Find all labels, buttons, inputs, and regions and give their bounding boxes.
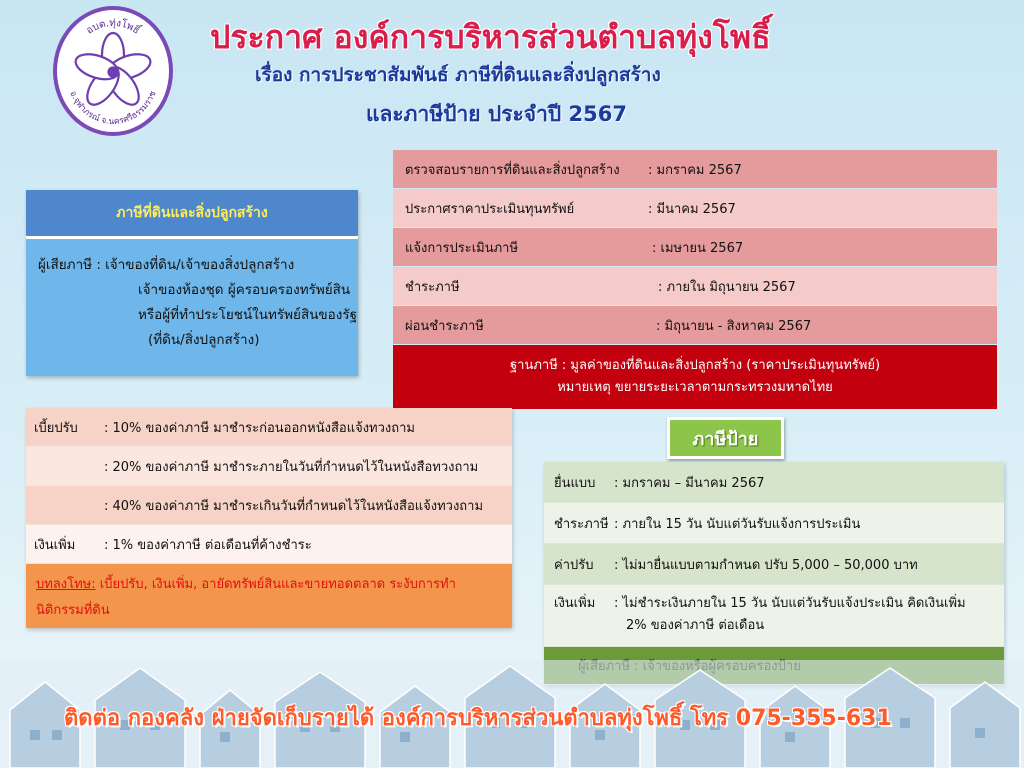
- schedule-label: ประกาศราคาประเมินทุนทรัพย์: [405, 201, 575, 217]
- sign-tax-surcharge-row: [544, 585, 1004, 647]
- land-tax-schedule: [393, 150, 997, 409]
- schedule-value: : เมษายน 2567: [652, 240, 744, 256]
- schedule-row: [393, 189, 997, 227]
- surcharge-row: [26, 525, 512, 564]
- punishment-note: [26, 564, 512, 628]
- fine-label: เบี้ยปรับ: [34, 420, 78, 436]
- sign-tax-row: [544, 544, 1004, 585]
- punishment-text: เบี้ยปรับ, เงินเพิ่ม, อายัดทรัพย์สินและขายทอดตลาด ระงับการทำนิติกรรมที่ดิน: [36, 577, 456, 618]
- sign-tax-value: : มกราคม – มีนาคม 2567: [614, 475, 765, 491]
- schedule-value: : ภายใน มิถุนายน 2567: [658, 279, 796, 295]
- sign-tax-row: [544, 462, 1004, 503]
- surcharge-label: เงินเพิ่ม: [34, 537, 76, 553]
- contact-footer: ติดต่อ กองคลัง ฝ่ายจัดเก็บรายได้ องค์การบริหารส่วนตำบลทุ่งโพธิ์ โทร 075-355-631: [64, 706, 892, 731]
- svg-text:อ.จุฬาภรณ์ จ.นครศรีธรรมราช: [67, 89, 158, 127]
- sign-tax-badge: ภาษีป้าย: [667, 417, 784, 459]
- fine-row: [26, 486, 512, 525]
- page-subtitle: เรื่อง การประชาสัมพันธ์ ภาษีที่ดินและสิ่งปลูกสร้าง: [255, 64, 661, 86]
- seal-top-text: อบต.ทุ่งโพธิ์: [84, 17, 142, 37]
- sign-tax-value: : ภายใน 15 วัน นับแต่วันรับแจ้งการประเมิน: [614, 516, 861, 532]
- schedule-value: : มกราคม 2567: [648, 162, 742, 178]
- fine-value: : 20% ของค่าภาษี มาชำระภายในวันที่กำหนดไว้ในหนังสือทวงถาม: [104, 459, 479, 475]
- fine-row: [26, 447, 512, 486]
- surcharge-value: : 1% ของค่าภาษี ต่อเดือนที่ค้างชำระ: [104, 537, 312, 553]
- taxpayer-line: (ที่ดิน/สิ่งปลูกสร้าง): [148, 332, 260, 348]
- organization-seal: [53, 6, 173, 136]
- fine-value: : 10% ของค่าภาษี มาชำระก่อนออกหนังสือแจ้งทวงถาม: [104, 420, 416, 436]
- taxpayer-line: ผู้เสียภาษี : เจ้าของที่ดิน/เจ้าของสิ่งปลูกสร้าง: [38, 257, 295, 273]
- page-title: ประกาศ องค์การบริหารส่วนตำบลทุ่งโพธิ์: [210, 18, 771, 56]
- page-subtitle-year: และภาษีป้าย ประจำปี 2567: [366, 102, 627, 126]
- schedule-row: [393, 150, 997, 188]
- sign-tax-label: ยื่นแบบ: [554, 475, 596, 491]
- schedule-label: แจ้งการประเมินภาษี: [405, 240, 519, 256]
- sign-tax-label: เงินเพิ่ม: [554, 596, 596, 611]
- schedule-row: [393, 267, 997, 305]
- sign-tax-surcharge-line: : ไม่ชำระเงินภายใน 15 วัน นับแต่วันรับแจ้งประเมิน คิดเงินเพิ่ม: [614, 596, 966, 611]
- penalty-table: [26, 408, 512, 628]
- extension-note-line: หมายเหตุ ขยายระยะเวลาตามกระทรวงมหาดไทย: [557, 380, 833, 395]
- land-tax-heading: ภาษีที่ดินและสิ่งปลูกสร้าง: [26, 190, 358, 239]
- sign-tax-row: [544, 503, 1004, 544]
- land-tax-card: [26, 190, 358, 376]
- flower-emblem-icon: [57, 10, 169, 132]
- fine-row: [26, 408, 512, 447]
- schedule-label: ตรวจสอบรายการที่ดินและสิ่งปลูกสร้าง: [405, 162, 620, 178]
- tax-base-line: ฐานภาษี : มูลค่าของที่ดินและสิ่งปลูกสร้าง (ราคาประเมินทุนทรัพย์): [509, 358, 881, 373]
- tax-base-note: [393, 345, 997, 409]
- schedule-row: [393, 306, 997, 344]
- schedule-label: ชำระภาษี: [405, 279, 460, 295]
- schedule-value: : มิถุนายน - สิงหาคม 2567: [656, 318, 812, 334]
- sign-tax-surcharge-line: 2% ของค่าภาษี ต่อเดือน: [626, 618, 765, 633]
- seal-bottom-text: อ.จุฬาภรณ์ จ.นครศรีธรรมราช: [67, 89, 159, 128]
- taxpayer-line: หรือผู้ที่ทำประโยชน์ในทรัพย์สินของรัฐ: [138, 307, 358, 323]
- schedule-value: : มีนาคม 2567: [648, 201, 736, 217]
- fine-value: : 40% ของค่าภาษี มาชำระเกินวันที่กำหนดไว้ในหนังสือแจ้งทวงถาม: [104, 498, 484, 514]
- schedule-label: ผ่อนชำระภาษี: [405, 318, 484, 334]
- sign-tax-value: : ไม่มายื่นแบบตามกำหนด ปรับ 5,000 – 50,000 บาท: [614, 557, 918, 573]
- taxpayer-line: เจ้าของห้องชุด ผู้ครอบครองทรัพย์สิน: [138, 282, 351, 298]
- sign-tax-label: ค่าปรับ: [554, 557, 594, 573]
- sign-tax-table: [544, 462, 1004, 685]
- land-tax-taxpayers: [26, 239, 358, 376]
- schedule-row: [393, 228, 997, 266]
- sign-tax-label: ชำระภาษี: [554, 516, 609, 532]
- punishment-label: บทลงโทษ:: [36, 577, 96, 592]
